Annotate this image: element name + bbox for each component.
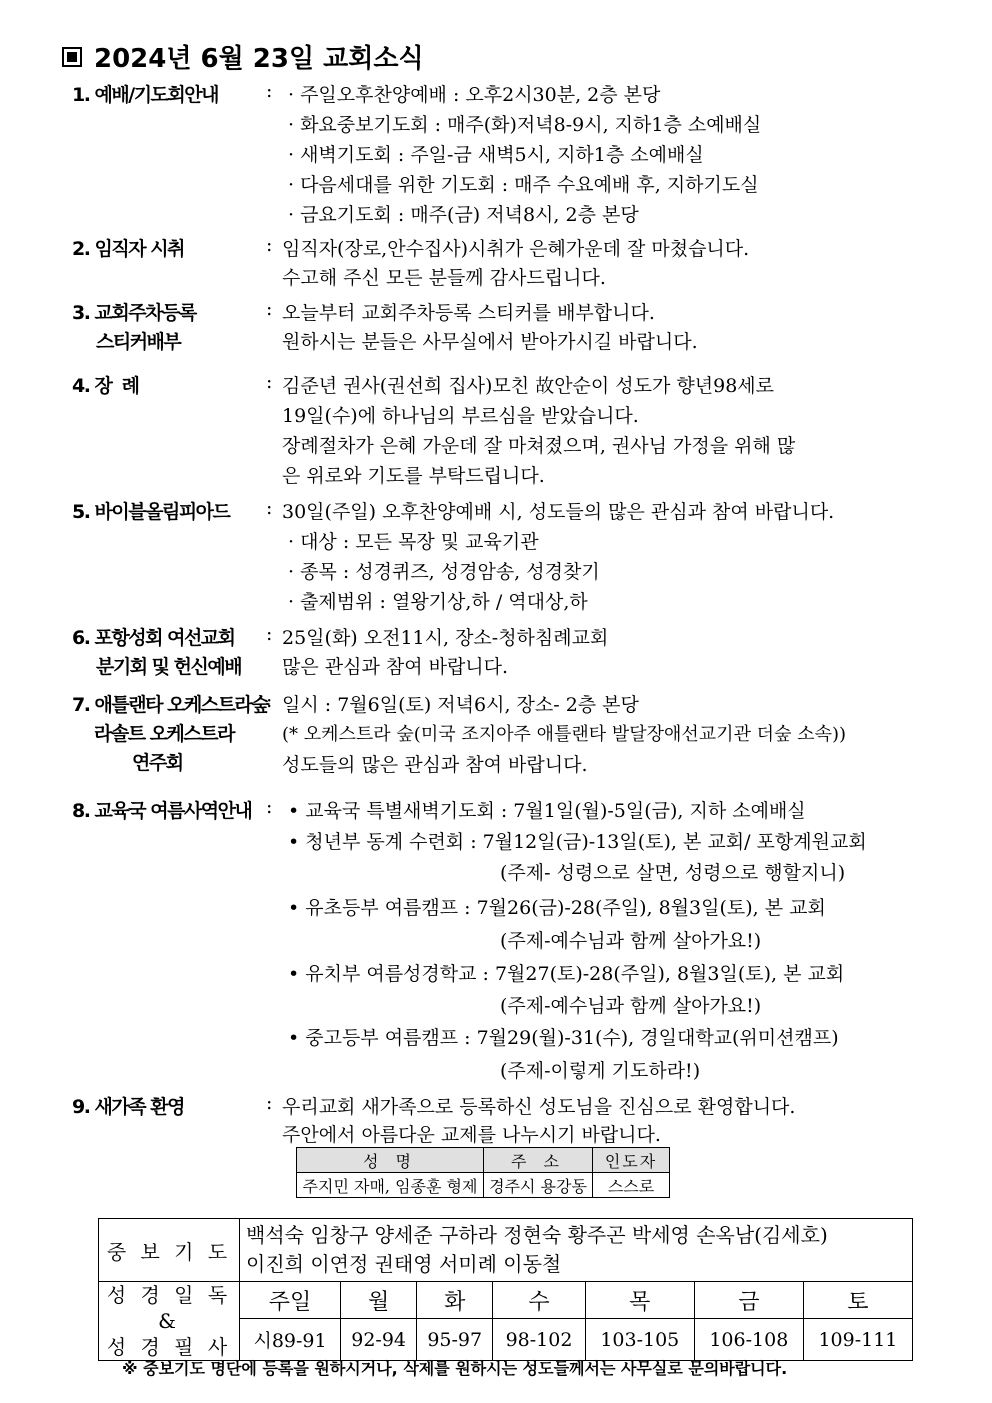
chapter-tue: 95-97 bbox=[417, 1319, 493, 1361]
orchestra-line: (* 오케스트라 숲(미국 조지아주 애틀랜타 발달장애선교기관 더숲 소속)) bbox=[282, 724, 847, 745]
worship-line: · 금요기도회 : 매주(금) 저녁8시, 2층 본당 bbox=[288, 204, 639, 226]
education-line: • 중고등부 여름캠프 : 7월29(월)-31(수), 경일대학교(위미션캠프) bbox=[288, 1027, 839, 1049]
bible-label bbox=[99, 1282, 240, 1361]
bible-copying-label: 성 경 필 사 bbox=[106, 1335, 232, 1359]
section-label-funeral: 4. 장 례 bbox=[72, 375, 139, 397]
cell-address: 경주시 용강동 bbox=[484, 1173, 593, 1198]
worship-line: · 주일오후찬양예배 : 오후2시30분, 2층 본당 bbox=[288, 84, 661, 106]
prayer-bible-table bbox=[98, 1218, 913, 1361]
page-title bbox=[62, 38, 424, 75]
day-mon: 월 bbox=[341, 1282, 417, 1319]
colon: : bbox=[266, 234, 273, 256]
new-family-line: 주안에서 아름다운 교제를 나누시기 바랍니다. bbox=[282, 1124, 661, 1146]
colon: : bbox=[266, 690, 273, 712]
section-label-womens-mission: 6. 포항성회 여선교회 bbox=[72, 627, 235, 649]
education-theme: (주제-예수님과 함께 살아가요!) bbox=[500, 995, 762, 1017]
section-label-bible-olympiad: 5. 바이블올림피아드 bbox=[72, 501, 230, 523]
colon: : bbox=[266, 497, 273, 519]
mission-line: 많은 관심과 참여 바랍니다. bbox=[282, 656, 509, 678]
funeral-line: 19일(수)에 하나님의 부르심을 받았습니다. bbox=[282, 405, 639, 427]
education-theme: (주제-이렇게 기도하라!) bbox=[500, 1060, 701, 1082]
funeral-line: 김준년 권사(권선희 집사)모친 故안순이 성도가 향년98세로 bbox=[282, 375, 774, 397]
day-tue: 화 bbox=[417, 1282, 493, 1319]
section-label-orchestra: 7. 애틀랜타 오케스트라숲 bbox=[72, 694, 269, 716]
new-family-line: 우리교회 새가족으로 등록하신 성도님을 진심으로 환영합니다. bbox=[282, 1096, 796, 1118]
education-line: • 유초등부 여름캠프 : 7월26(금)-28(주일), 8월3일(토), 본 교회 bbox=[288, 897, 826, 919]
colon: : bbox=[266, 298, 273, 320]
bible-reading-label: 성 경 일 독 bbox=[106, 1283, 232, 1307]
parking-line: 원하시는 분들은 사무실에서 받아가시길 바랍니다. bbox=[282, 331, 698, 353]
new-family-table bbox=[296, 1147, 670, 1198]
section-label-ordination: 2. 임직자 시취 bbox=[72, 238, 184, 260]
chapter-sat: 109-111 bbox=[803, 1319, 912, 1361]
cell-name: 주지민 자매, 임종훈 형제 bbox=[297, 1173, 484, 1198]
education-line: • 유치부 여름성경학교 : 7월27(토)-28(주일), 8월3일(토), 본 교회 bbox=[288, 963, 845, 985]
header-address: 주 소 bbox=[484, 1148, 593, 1173]
day-sat: 토 bbox=[803, 1282, 912, 1319]
header-guide: 인도자 bbox=[593, 1148, 670, 1173]
colon: : bbox=[266, 623, 273, 645]
header-name: 성 명 bbox=[297, 1148, 484, 1173]
olympiad-line: · 대상 : 모든 목장 및 교육기관 bbox=[288, 531, 539, 553]
olympiad-line: 30일(주일) 오후찬양예배 시, 성도들의 많은 관심과 참여 바랍니다. bbox=[282, 501, 835, 523]
colon: : bbox=[266, 796, 273, 818]
colon: : bbox=[266, 80, 273, 102]
footer-note: ※ 중보기도 명단에 등록을 원하시거나, 삭제를 원하시는 성도들께서는 사무실로 문의바랍니다. bbox=[122, 1359, 788, 1378]
section-label-orchestra-3: 연주회 bbox=[132, 752, 183, 774]
prayer-names-line: 백석숙 임창구 양세준 구하라 정현숙 황주곤 박세영 손옥남(김세호) bbox=[246, 1223, 828, 1247]
orchestra-line: 성도들의 많은 관심과 참여 바랍니다. bbox=[282, 754, 588, 776]
mission-line: 25일(화) 오전11시, 장소-청하침례교회 bbox=[282, 627, 609, 649]
chapter-thu: 103-105 bbox=[585, 1319, 694, 1361]
colon: : bbox=[266, 371, 273, 393]
chapter-sun: 시89-91 bbox=[240, 1319, 341, 1361]
section-label-parking: 3. 교회주차등록 bbox=[72, 302, 196, 324]
cell-guide: 스스로 bbox=[593, 1173, 670, 1198]
worship-line: · 새벽기도회 : 주일-금 새벽5시, 지하1층 소예배실 bbox=[288, 144, 704, 166]
chapter-wed: 98-102 bbox=[493, 1319, 586, 1361]
section-label-new-family: 9. 새가족 환영 bbox=[72, 1096, 184, 1118]
ordination-line: 수고해 주신 모든 분들께 감사드립니다. bbox=[282, 267, 606, 289]
olympiad-line: · 종목 : 성경퀴즈, 성경암송, 성경찾기 bbox=[288, 561, 600, 583]
prayer-names bbox=[240, 1219, 913, 1282]
square-bullet-icon bbox=[62, 47, 82, 67]
section-label-education: 8. 교육국 여름사역안내 bbox=[72, 800, 252, 822]
chapter-fri: 106-108 bbox=[694, 1319, 803, 1361]
title-text: 2024년 6월 23일 교회소식 bbox=[94, 44, 424, 74]
prayer-names-line: 이진희 이연정 권태영 서미례 이동철 bbox=[246, 1252, 562, 1276]
chapter-mon: 92-94 bbox=[341, 1319, 417, 1361]
parking-line: 오늘부터 교회주차등록 스티커를 배부합니다. bbox=[282, 302, 655, 324]
section-label-parking-2: 스티커배부 bbox=[96, 331, 181, 353]
day-fri: 금 bbox=[694, 1282, 803, 1319]
section-label-worship: 1. 예배/기도회안내 bbox=[72, 84, 218, 106]
funeral-line: 장례절차가 은혜 가운데 잘 마쳐졌으며, 권사님 가정을 위해 많 bbox=[282, 435, 796, 457]
funeral-line: 은 위로와 기도를 부탁드립니다. bbox=[282, 465, 545, 487]
worship-line: · 화요중보기도회 : 매주(화)저녁8-9시, 지하1층 소예배실 bbox=[288, 114, 762, 136]
worship-line: · 다음세대를 위한 기도회 : 매주 수요예배 후, 지하기도실 bbox=[288, 174, 759, 196]
colon: : bbox=[266, 1092, 273, 1114]
ampersand: & bbox=[158, 1309, 180, 1333]
education-line: • 청년부 동계 수련회 : 7월12일(금)-13일(토), 본 교회/ 포항계원교회 bbox=[288, 831, 867, 853]
orchestra-line: 일시 : 7월6일(토) 저녁6시, 장소- 2층 본당 bbox=[282, 694, 639, 716]
day-wed: 수 bbox=[493, 1282, 586, 1319]
section-label-orchestra-2: 라솔트 오케스트라 bbox=[94, 723, 234, 745]
olympiad-line: · 출제범위 : 열왕기상,하 / 역대상,하 bbox=[288, 591, 588, 613]
education-theme: (주제- 성령으로 살면, 성령으로 행할지니) bbox=[500, 862, 846, 884]
day-thu: 목 bbox=[585, 1282, 694, 1319]
prayer-label: 중 보 기 도 bbox=[99, 1219, 240, 1282]
section-label-womens-mission-2: 분기회 및 헌신예배 bbox=[96, 656, 242, 678]
day-sun: 주일 bbox=[240, 1282, 341, 1319]
ordination-line: 임직자(장로,안수집사)시취가 은혜가운데 잘 마쳤습니다. bbox=[282, 238, 750, 260]
education-theme: (주제-예수님과 함께 살아가요!) bbox=[500, 930, 762, 952]
education-line: • 교육국 특별새벽기도회 : 7월1일(월)-5일(금), 지하 소예배실 bbox=[288, 800, 806, 822]
